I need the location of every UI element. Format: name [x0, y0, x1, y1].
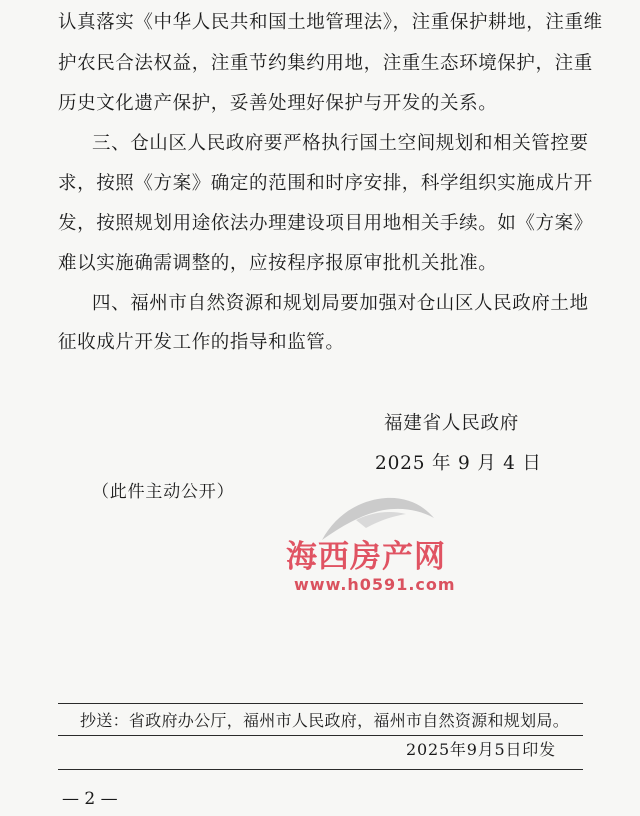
paragraph-line: 难以实施确需调整的，应按程序报原审批机关批准。 [58, 253, 498, 274]
watermark [286, 488, 486, 608]
paragraph-line: 护农民合法权益，注重节约集约用地，注重生态环境保护，注重 [58, 53, 593, 74]
paragraph-line: 发，按照规划用途依法办理建设项目用地相关手续。如《方案》 [58, 213, 593, 234]
paragraph-line: 历史文化遗产保护，妥善处理好保护与开发的关系。 [58, 93, 498, 114]
signature-date: 2025 年 9 月 4 日 [375, 453, 542, 474]
paragraph-line: 四、福州市自然资源和规划局要加强对仓山区人民政府土地 [92, 293, 589, 314]
issue-date-line: 2025年9月5日印发 [406, 740, 556, 759]
footer-top-rule [58, 703, 583, 704]
copy-to-line: 抄送：省政府办公厅，福州市人民政府，福州市自然资源和规划局。 [80, 711, 570, 730]
publicity-note: （此件主动公开） [92, 482, 235, 502]
paragraph-line: 征收成片开发工作的指导和监管。 [58, 332, 345, 353]
watermark-brand: 海西房产网 [286, 539, 446, 575]
footer-middle-rule [58, 735, 583, 736]
footer-bottom-rule [58, 769, 583, 770]
page-number: — 2 — [62, 789, 118, 809]
paragraph-line: 求，按照《方案》确定的范围和时序安排，科学组织实施成片开 [58, 173, 593, 194]
signature-organization: 福建省人民政府 [384, 413, 520, 434]
paragraph-line: 三、仓山区人民政府要严格执行国土空间规划和相关管控要 [92, 133, 589, 154]
watermark-swoosh-icon [318, 488, 438, 544]
paragraph-line: 认真落实《中华人民共和国土地管理法》，注重保护耕地，注重维 [58, 12, 603, 33]
watermark-url: www.h0591.com [294, 575, 456, 594]
